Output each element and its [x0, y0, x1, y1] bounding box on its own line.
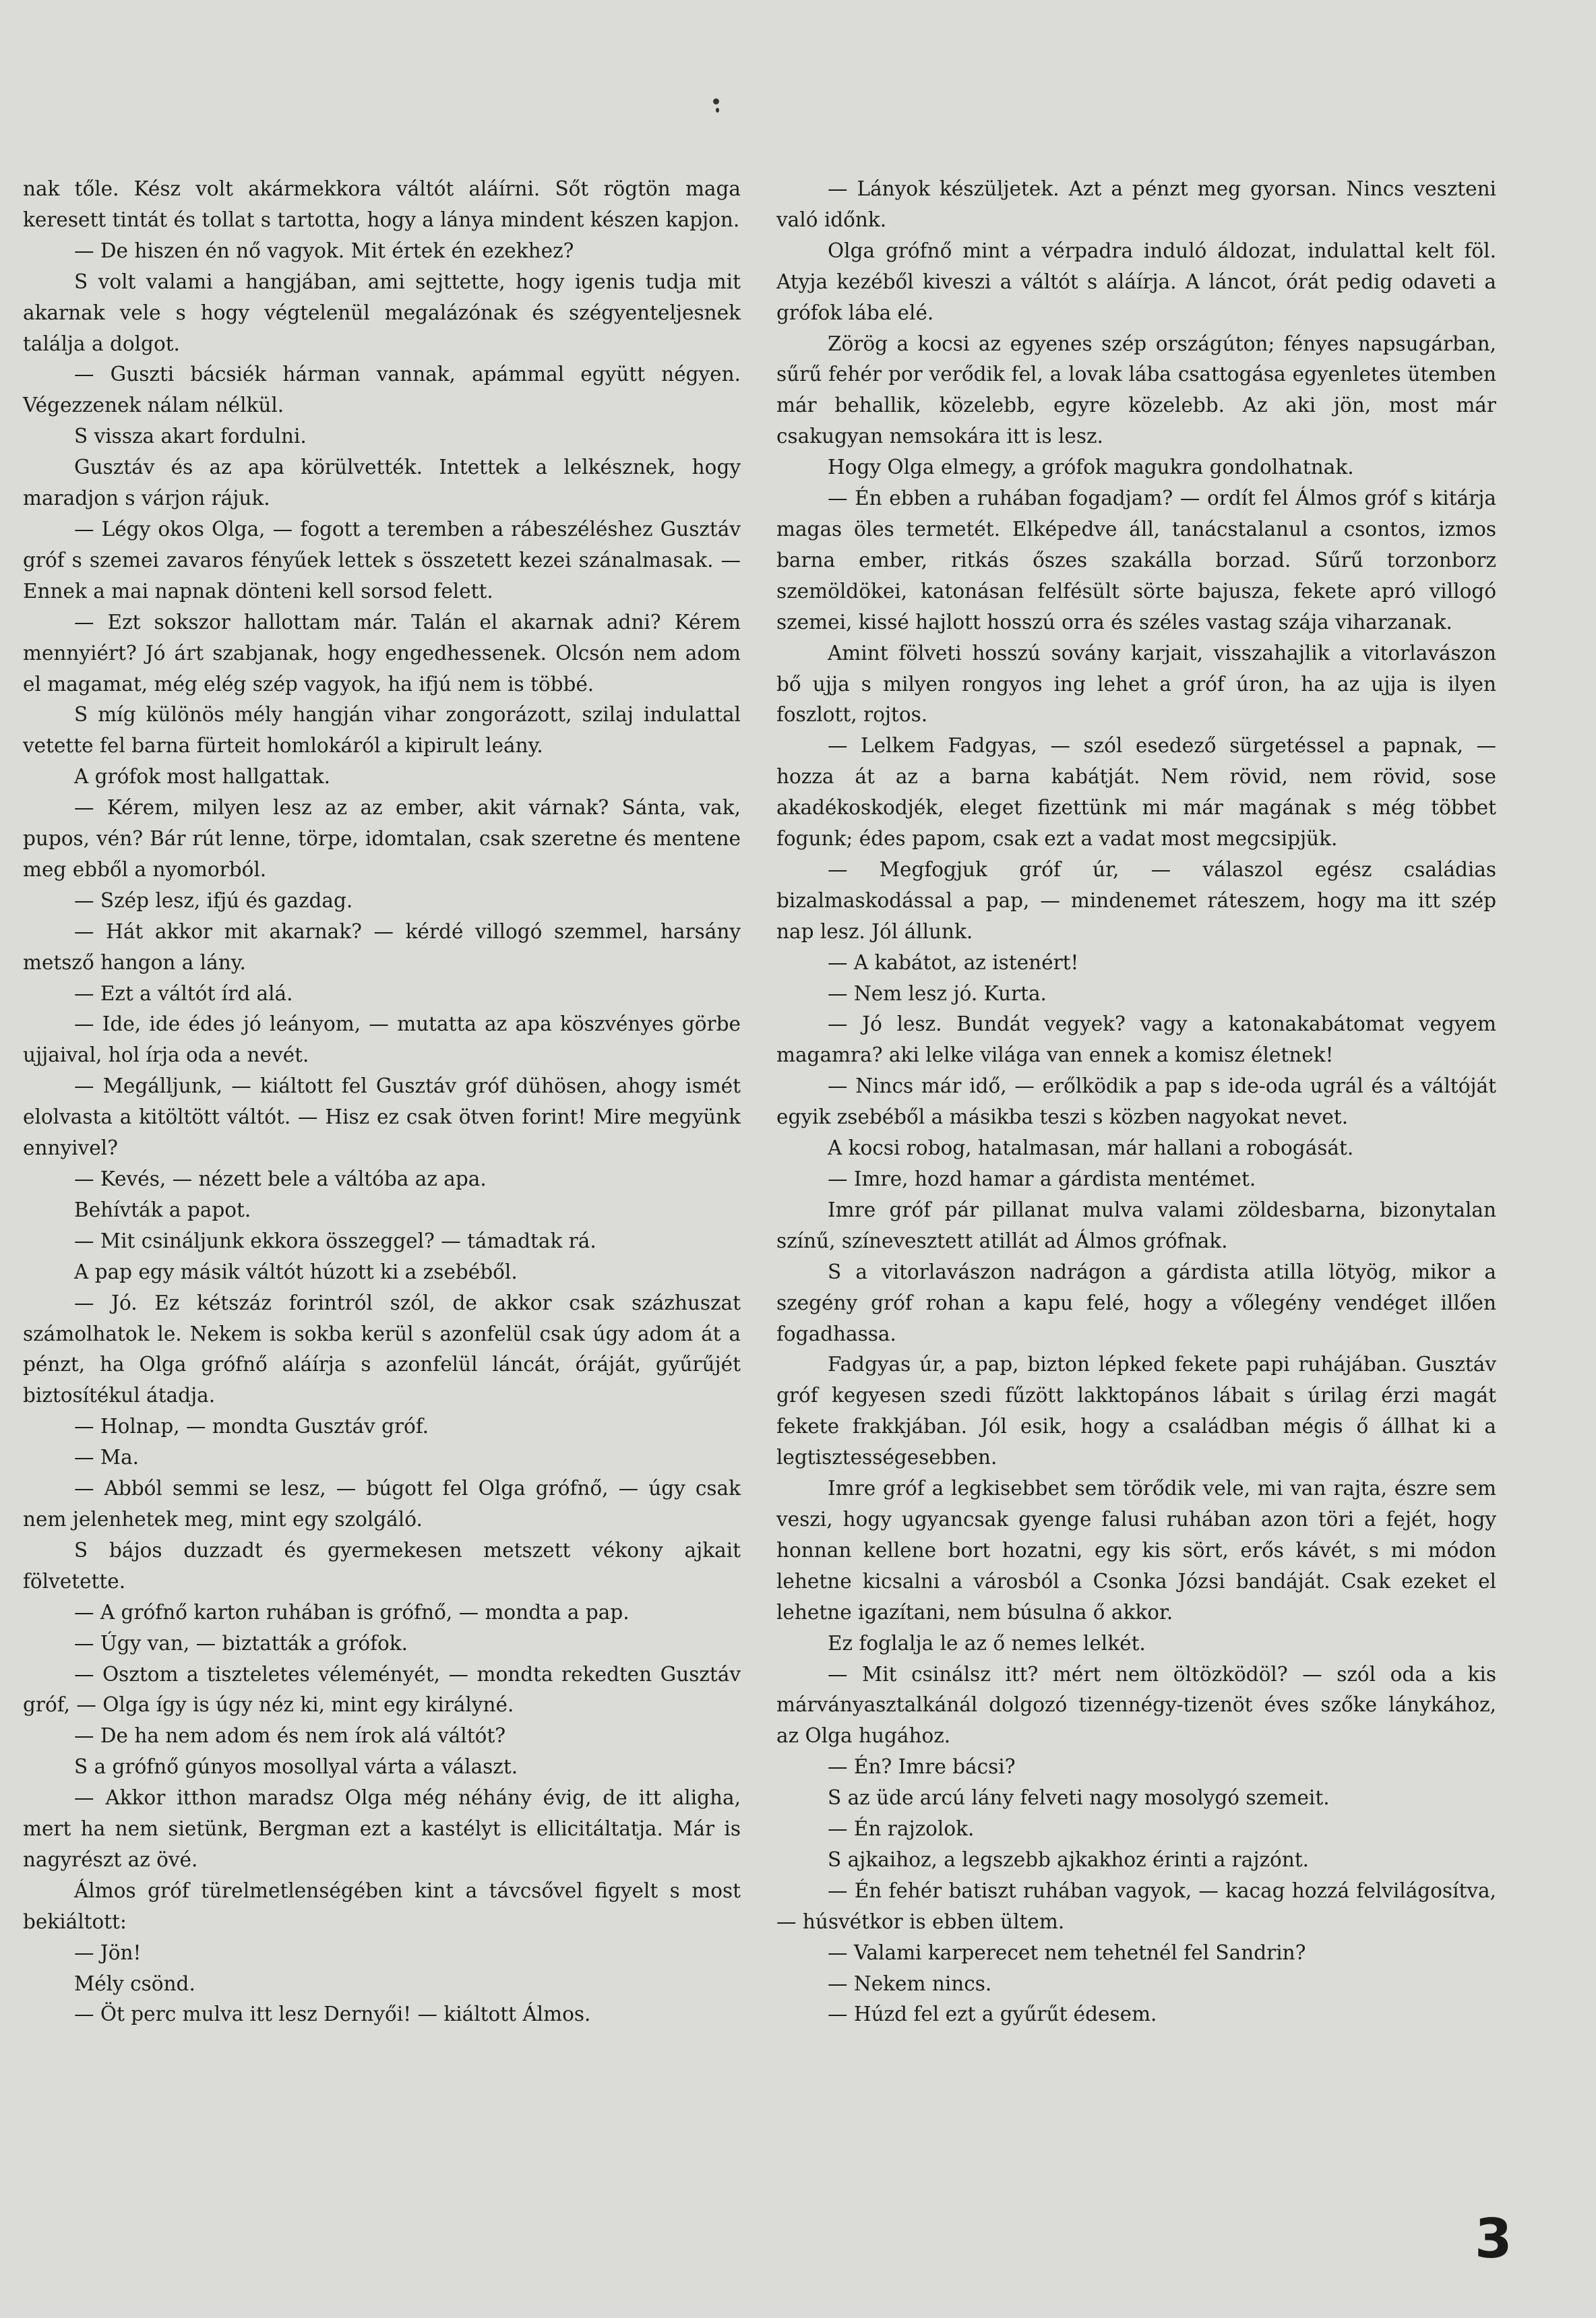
- paragraph: Fadgyas úr, a pap, bizton lépked fekete papi ruhájában. Gusztáv gróf kegyesen szedi fűzött lakktopános lábait s úrilag érzi magát fekete frakkjában. Jól esik, hogy a családban mégis ő állhat ki a legtisztességesebben.: [776, 1353, 1496, 1469]
- paragraph: — Akkor itthon maradsz Olga még néhány évig, de itt aligha, mert ha nem sietünk, Bergman ezt a kastélyt is ellicitáltatja. Már is nagyrészt az övé.: [23, 1786, 741, 1871]
- left-text-column: [23, 174, 741, 2030]
- paragraph: — Lelkem Fadgyas, — szól esedező sürgetéssel a papnak, — hozza át az a barna kabátját. Nem rövid, nem rövid, sose akadékoskodjék, eleget fizettünk mi már magának s még többet fogunk; édes papom, csak ezt a vadat most megcsipjük.: [776, 734, 1496, 851]
- paragraph: — De ha nem adom és nem írok alá váltót?: [74, 1724, 506, 1748]
- paragraph: — Húzd fel ezt a gyűrűt édesem.: [828, 2003, 1157, 2026]
- paragraph: Imre gróf pár pillanat mulva valami zöldesbarna, bizonytalan színű, színevesztett atillát ad Álmos grófnak.: [776, 1198, 1496, 1252]
- paragraph: — Légy okos Olga, — fogott a teremben a rábeszéléshez Gusztáv gróf s szemei zavaros fényűek lettek s összetett kezei szánalmasak. — Ennek a mai napnak dönteni kell sorsod felett.: [23, 517, 741, 603]
- paragraph: — Imre, hozd hamar a gárdista mentémet.: [828, 1167, 1256, 1190]
- paragraph: — Kevés, — nézett bele a váltóba az apa.: [74, 1167, 487, 1190]
- paragraph: S a grófnő gúnyos mosollyal várta a választ.: [74, 1755, 518, 1779]
- paragraph: — Osztom a tiszteletes véleményét, — mondta rekedten Gusztáv gróf, — Olga így is úgy néz ki, mint egy királyné.: [23, 1662, 741, 1717]
- paragraph: Mély csönd.: [74, 1972, 195, 1995]
- paragraph: — De hiszen én nő vagyok. Mit értek én ezekhez?: [74, 239, 574, 262]
- paragraph: S vissza akart fordulni.: [74, 425, 307, 448]
- paragraph: — Én? Imre bácsi?: [828, 1755, 1016, 1779]
- paragraph: — Én fehér batiszt ruhában vagyok, — kacag hozzá felvilágosítva, — húsvétkor is ebben ültem.: [776, 1879, 1496, 1933]
- paragraph: — Jó. Ez kétszáz forintról szól, de akkor csak százhuszat számolhatok le. Nekem is sokba kerül s azonfelül csak úgy adom át a pénzt, ha Olga grófnő aláírja s azonfelül láncát, óráját, gyűrűjét biztosítékul átadja.: [23, 1291, 741, 1407]
- paragraph: — Jó lesz. Bundát vegyek? vagy a katonakabátomat vegyem magamra? aki lelke világa van ennek a komisz életnek!: [776, 1012, 1496, 1067]
- paragraph: — Úgy van, — biztatták a grófok.: [74, 1631, 408, 1655]
- paragraph: Álmos gróf türelmetlenségében kint a távcsővel figyelt s most bekiáltott:: [23, 1879, 741, 1933]
- paragraph: — Öt perc mulva itt lesz Dernyői! — kiáltott Álmos.: [74, 2003, 591, 2026]
- paragraph: — A kabátot, az istenért!: [828, 950, 1079, 974]
- paragraph: — Jön!: [74, 1941, 142, 1964]
- paragraph: A kocsi robog, hatalmasan, már hallani a robogását.: [828, 1136, 1354, 1160]
- paragraph: — Megálljunk, — kiáltott fel Gusztáv gróf dühösen, ahogy ismét elolvasta a kitöltött váltót. — Hisz ez csak ötven forint! Mire megyünk ennyivel?: [23, 1074, 741, 1160]
- paragraph: — Megfogjuk gróf úr, — válaszol egész családias bizalmaskodással a pap, — mindenemet ráteszem, hogy ma itt szép nap lesz. Jól állunk.: [776, 857, 1496, 943]
- paragraph: — Ide, ide édes jó leányom, — mutatta az apa köszvényes görbe ujjaival, hol írja oda a nevét.: [23, 1012, 741, 1067]
- paragraph: nak tőle. Kész volt akármekkora váltót aláírni. Sőt rögtön maga keresett tintát és tollat s tartotta, hogy a lánya mindent készen kapjon.: [23, 177, 741, 231]
- paragraph: S míg különös mély hangján vihar zongorázott, szilaj indulattal vetette fel barna fürteit homlokáról a kipirult leány.: [23, 703, 741, 758]
- paragraph: — Ezt a váltót írd alá.: [74, 981, 293, 1005]
- paragraph: — Kérem, milyen lesz az az ember, akit várnak? Sánta, vak, pupos, vén? Bár rút lenne, törpe, idomtalan, csak szeretne és mentene meg ebből a nyomorból.: [23, 796, 741, 881]
- paragraph: — Abból semmi se lesz, — búgott fel Olga grófnő, — úgy csak nem jelenhetek meg, mint egy szolgáló.: [23, 1477, 741, 1531]
- paragraph: S az üde arcú lány felveti nagy mosolygó szemeit.: [828, 1786, 1330, 1810]
- paragraph: S volt valami a hangjában, ami sejttette, hogy igenis tudja mit akarnak vele s hogy végtelenül megalázónak és szégyenteljesnek találja a dolgot.: [23, 270, 741, 355]
- paragraph: — Holnap, — mondta Gusztáv gróf.: [74, 1415, 429, 1438]
- print-speck: [713, 98, 719, 104]
- paragraph: S ajkaihoz, a legszebb ajkakhoz érinti a rajzónt.: [828, 1848, 1310, 1871]
- paragraph: S bájos duzzadt és gyermekesen metszett vékony ajkait fölvetette.: [23, 1538, 741, 1593]
- paragraph: — Hát akkor mit akarnak? — kérdé villogó szemmel, harsány metsző hangon a lány.: [23, 919, 741, 974]
- print-speck: [716, 108, 719, 113]
- paragraph: Olga grófnő mint a vérpadra induló áldozat, indulattal kelt föl. Atyja kezéből kiveszi a váltót s aláírja. A láncot, órát pedig odaveti a grófok lába elé.: [776, 239, 1496, 324]
- paragraph: Hogy Olga elmegy, a grófok magukra gondolhatnak.: [828, 456, 1354, 479]
- paragraph: Gusztáv és az apa körülvették. Intettek a lelkésznek, hogy maradjon s várjon rájuk.: [23, 456, 741, 510]
- paragraph: — Ma.: [74, 1446, 140, 1469]
- right-text-column: [776, 174, 1496, 2030]
- paragraph: — Nekem nincs.: [828, 1972, 992, 1995]
- paragraph: A pap egy másik váltót húzott ki a zsebéből.: [74, 1260, 518, 1283]
- paragraph: — Nem lesz jó. Kurta.: [828, 981, 1047, 1005]
- paragraph: — Lányok készüljetek. Azt a pénzt meg gyorsan. Nincs veszteni való időnk.: [776, 177, 1496, 231]
- paragraph: — Én rajzolok.: [828, 1817, 975, 1841]
- paragraph: — Szép lesz, ifjú és gazdag.: [74, 888, 353, 912]
- paragraph: Amint fölveti hosszú sovány karjait, visszahajlik a vitorlavászon bő ujja s milyen rongyos ing lehet a gróf úron, ha az ujja is ilyen foszlott, rojtos.: [776, 641, 1496, 727]
- page-number: 3: [1475, 2207, 1512, 2270]
- paragraph: — Mit csináljunk ekkora összeggel? — támadtak rá.: [74, 1229, 596, 1252]
- paragraph: S a vitorlavászon nadrágon a gárdista atilla lötyög, mikor a szegény gróf rohan a kapu felé, hogy a vőlegény vendéget illően fogadhassa.: [776, 1260, 1496, 1345]
- paragraph: — Ezt sokszor hallottam már. Talán el akarnak adni? Kérem mennyiért? Jó árt szabjanak, hogy engedhessenek. Olcsón nem adom el magamat, még elég szép vagyok, ha ifjú nem is többé.: [23, 610, 741, 696]
- paragraph: Imre gróf a legkisebbet sem törődik vele, mi van rajta, észre sem veszi, hogy ugyancsak gyenge falusi ruhában azon töri a fejét, hogy honnan kellene bort hozatni, egy kis sört, erős kávét, s mi módon lehetne kicsalni a városból a Csonka Józsi bandáját. Csak ezeket el lehetne igazítani, nem búsulna ő akkor.: [776, 1477, 1496, 1624]
- paragraph: — Nincs már idő, — erőlködik a pap s ide-oda ugrál és a váltóját egyik zsebéből a másikba teszi s közben nagyokat nevet.: [776, 1074, 1496, 1129]
- paragraph: Zörög a kocsi az egyenes szép országúton; fényes napsugárban, sűrű fehér por verődik fel, a lovak lába csattogása egyenletes ütemben már behallik, közelebb, egyre közelebb. Az aki jön, most már csakugyan nemsokára itt is lesz.: [776, 332, 1496, 448]
- paragraph: — Valami karperecet nem tehetnél fel Sandrin?: [828, 1941, 1306, 1964]
- paragraph: — Guszti bácsiék hárman vannak, apámmal együtt négyen. Végezzenek nálam nélkül.: [23, 363, 741, 417]
- paragraph: — Én ebben a ruhában fogadjam? — ordít fel Álmos gróf s kitárja magas öles termetét. Elképedve áll, tanácstalanul a csontos, izmos barna ember, ritkás őszes szakálla borzad. Sűrű torzonborz szemöldökei, katonásan felfésült sörte bajusza, fekete apró villogó szemei, kissé hajlott hosszú orra és széles vastag szája viharzanak.: [776, 487, 1496, 634]
- paragraph: — Mit csinálsz itt? mért nem öltözködöl? — szól oda a kis márványasztalkánál dolgozó tizennégy-tizenöt éves szőke lánykához, az Olga hugához.: [776, 1662, 1496, 1748]
- paragraph: Ez foglalja le az ő nemes lelkét.: [828, 1631, 1146, 1655]
- paragraph: Behívták a papot.: [74, 1198, 251, 1221]
- paragraph: A grófok most hallgattak.: [74, 765, 330, 789]
- paragraph: — A grófnő karton ruhában is grófnő, — mondta a pap.: [74, 1600, 630, 1624]
